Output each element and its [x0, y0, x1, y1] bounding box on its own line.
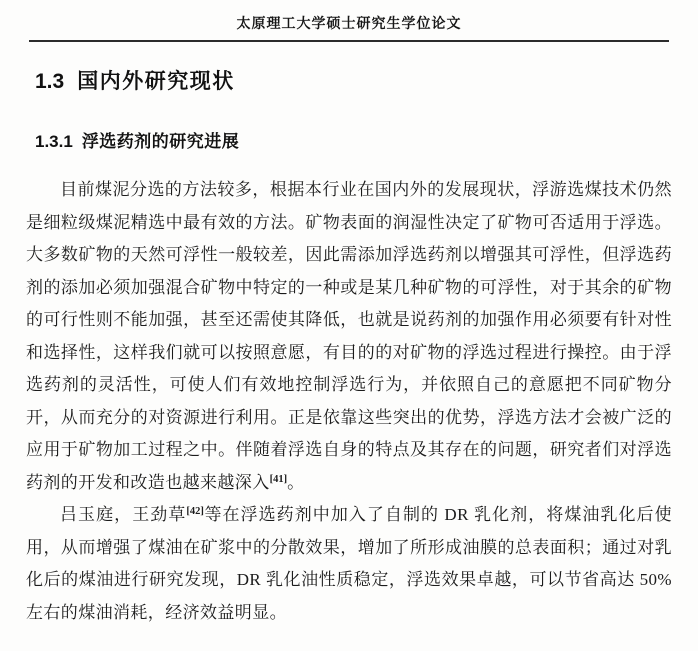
- subsection-heading: [35, 131, 672, 153]
- paragraph-1-text-end: 。: [287, 472, 305, 492]
- paragraph-1: [26, 174, 672, 499]
- paragraph-2: [26, 499, 672, 629]
- subsection-number: 1.3.1: [35, 132, 73, 151]
- subsection-title: 浮选药剂的研究进展: [81, 132, 240, 151]
- paragraph-1-text: 目前煤泥分选的方法较多，根据本行业在国内外的发展现状，浮游选煤技术仍然是细粒级煤泥精选中最有效的方法。矿物表面的润湿性决定了矿物可否适用于浮选。大多数矿物的天然可浮性一般较差，因此需添加浮选药剂以增强其可浮性，但浮选药剂的添加必须加强混合矿物中特定的一种或是某几种矿物的可浮性，对于其余的矿物的可行性则不能加强，甚至还需使其降低，也就是说药剂的加强作用必须要有针对性和选择性，这样我们就可以按照意愿，有目的的对矿物的浮选过程进行操控。由于浮选药剂的灵活性，可使人们有效地控制浮选行为，并依照自己的意愿把不同矿物分开，从而充分的对资源进行利用。正是依靠这些突出的优势，浮选方法才会被广泛的应用于矿物加工过程之中。伴随着浮选自身的特点及其存在的问题，研究者们对浮选药剂的开发和改造也越来越深入: [26, 180, 672, 492]
- citation-ref-41: [41]: [269, 473, 288, 485]
- running-header: [26, 13, 672, 33]
- citation-ref-42: [42]: [186, 506, 204, 517]
- section-heading: [35, 69, 672, 95]
- paragraph-2-authors: 吕玉庭，王劲草: [60, 505, 187, 524]
- header-rule: [29, 40, 669, 42]
- paragraph-2-text: 等在浮选药剂中加入了自制的 DR 乳化剂，将煤油乳化后使用，从而增强了煤油在矿浆中的分散效果，增加了所形成油膜的总表面积；通过对乳化后的煤油进行研究发现，DR 乳化油性质稳定，浮选效果卓越，可以节省高达 50%左右的煤油消耗，经济效益明显。: [26, 505, 672, 622]
- section-title: 国内外研究现状: [77, 70, 235, 93]
- running-header-title: 太原理工大学硕士研究生学位论文: [236, 15, 462, 31]
- section-number: 1.3: [35, 70, 65, 93]
